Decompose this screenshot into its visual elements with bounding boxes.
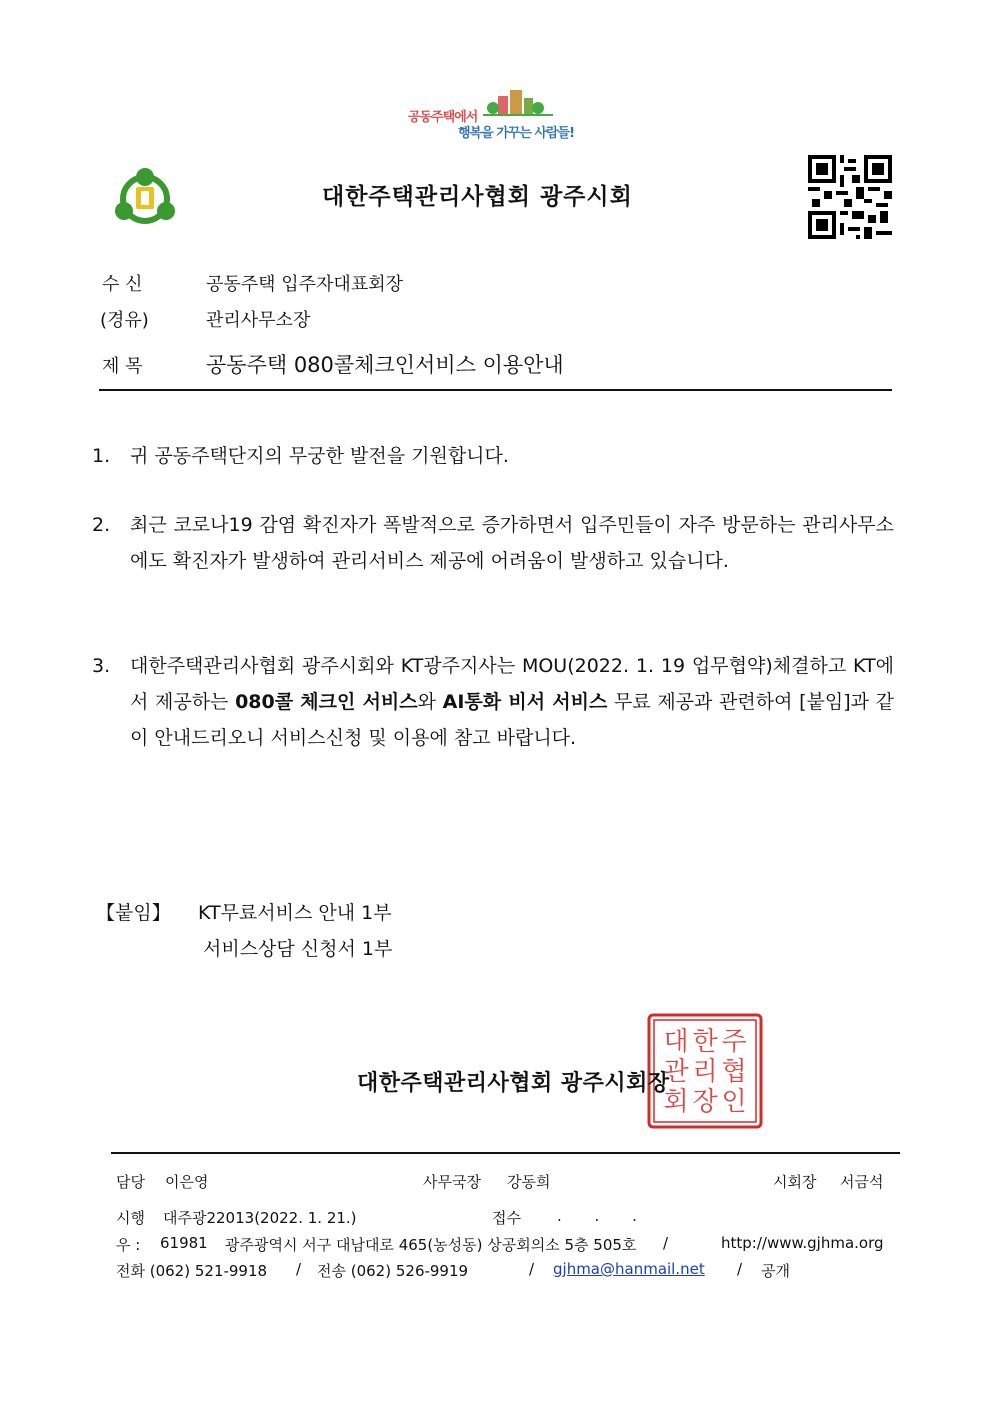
staff-name: 이은영 xyxy=(165,1173,209,1191)
recipient-label: 수 신 xyxy=(102,274,143,295)
buildings-icon xyxy=(468,86,668,116)
receipt-label: 접수 xyxy=(492,1209,521,1227)
website-link[interactable]: http://www.gjhma.org xyxy=(721,1234,884,1252)
qr-code-icon[interactable] xyxy=(808,155,892,239)
postcode: 61981 xyxy=(160,1234,208,1252)
president-label: 시회장 xyxy=(773,1173,817,1191)
association-logo xyxy=(112,165,178,227)
slogan-line1: 공동주택에서 xyxy=(408,110,478,125)
email-link[interactable]: gjhma@hanmail.net xyxy=(553,1260,705,1278)
svg-text:대: 대 xyxy=(663,1027,689,1057)
p3-bold-checkin: 080콜 체크인 서비스 xyxy=(235,691,418,713)
separator: / xyxy=(296,1260,302,1278)
p3-text-b: 와 xyxy=(417,691,443,713)
phone: 전화 (062) 521-9918 xyxy=(116,1262,268,1280)
paragraph-1-text: 귀 공동주택단지의 무궁한 발전을 기원합니다. xyxy=(130,445,509,467)
separator: / xyxy=(737,1260,743,1278)
svg-text:회: 회 xyxy=(663,1087,689,1117)
svg-text:리: 리 xyxy=(692,1057,718,1087)
receipt-value: . . . xyxy=(557,1207,651,1225)
org-title: 대한주택관리사협회 광주시회 xyxy=(322,184,633,210)
recipient-value: 공동주택 입주자대표회장 xyxy=(206,274,403,295)
staff-label: 담당 xyxy=(116,1173,145,1191)
address-label: 우 : xyxy=(116,1236,141,1254)
separator: / xyxy=(529,1260,535,1278)
paragraph-3-number: 3. xyxy=(92,655,111,677)
paragraph-3 xyxy=(92,648,896,792)
issue-value: 대주광22013(2022. 1. 21.) xyxy=(163,1209,357,1227)
footer-divider xyxy=(111,1152,900,1154)
p3-text-a: 대한주택관리사협회 광주시회와 KT광주지사는 MOU(2022. 1. 19 업무협약)체결하고 KT에서 제공하는 xyxy=(130,655,894,713)
attachment-label: 【붙임】 xyxy=(96,902,171,924)
paragraph-2-number: 2. xyxy=(92,514,111,536)
attachment-item-2: 서비스상담 신청서 1부 xyxy=(203,938,393,960)
address: 광주광역시 서구 대남대로 465(농성동) 상공회의소 5층 505호 xyxy=(225,1236,637,1254)
via-label: (경유) xyxy=(100,310,149,331)
svg-text:관: 관 xyxy=(663,1057,689,1087)
svg-text:협: 협 xyxy=(721,1057,747,1087)
svg-text:장: 장 xyxy=(692,1087,718,1117)
issue-label: 시행 xyxy=(116,1209,145,1227)
svg-text:한: 한 xyxy=(692,1027,718,1057)
director-label: 사무국장 xyxy=(423,1173,481,1191)
slogan-line2: 행복을 가꾸는 사람들! xyxy=(458,126,575,141)
separator: / xyxy=(663,1234,669,1252)
subject-value: 공동주택 080콜체크인서비스 이용안내 xyxy=(206,353,564,377)
header-divider xyxy=(99,389,892,391)
subject-label: 제 목 xyxy=(102,356,143,377)
director-name: 강동희 xyxy=(507,1173,551,1191)
attachment-item-1: KT무료서비스 안내 1부 xyxy=(198,902,392,924)
p3-text-c: 무료 제공과 관련하여 [붙임]과 같이 안내드리오니 서비스신청 및 이용에 참고 바랍니다. xyxy=(130,691,894,749)
p3-bold-ai: AI통화 비서 서비스 xyxy=(442,691,608,713)
paragraph-1 xyxy=(92,438,896,474)
paragraph-2 xyxy=(92,507,896,615)
sender-name: 대한주택관리사협회 광주시회장 xyxy=(357,1071,670,1096)
svg-text:주: 주 xyxy=(721,1027,747,1057)
president-name: 서금석 xyxy=(840,1173,884,1191)
disclosure-status: 공개 xyxy=(761,1262,790,1280)
paragraph-2-text: 최근 코로나19 감염 확진자가 폭발적으로 증가하면서 입주민들이 자주 방문하는 관리사무소에도 확진자가 발생하여 관리서비스 제공에 어려움이 발생하고 있습니다. xyxy=(130,514,894,572)
via-value: 관리사무소장 xyxy=(206,310,311,331)
fax: 전송 (062) 526-9919 xyxy=(317,1262,469,1280)
paragraph-1-number: 1. xyxy=(92,445,111,467)
paragraph-3-text xyxy=(130,648,894,756)
svg-text:인: 인 xyxy=(721,1087,747,1117)
slogan-banner xyxy=(408,86,608,146)
